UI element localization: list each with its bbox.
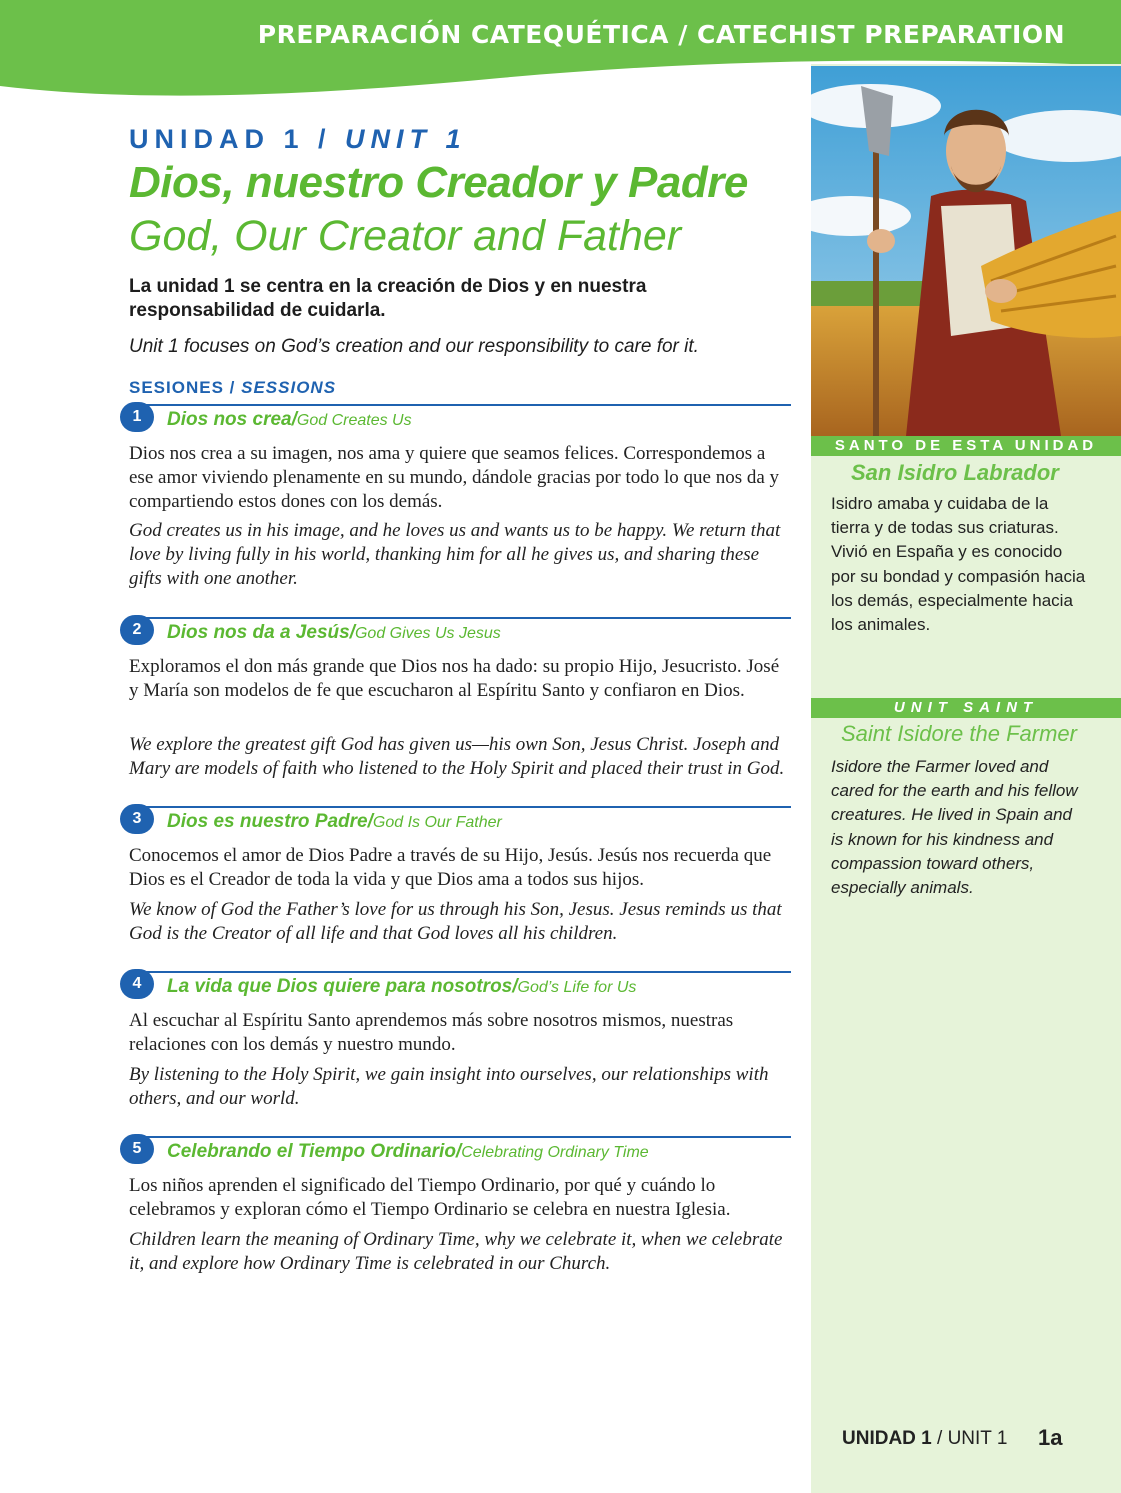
saint-text-es: Isidro amaba y cuidaba de la tierra y de todas sus criaturas. Vivió en España y es conocido por su bondad y compasión hacia los demás, especialmente hacia los animales.: [831, 494, 1086, 635]
unit-intro-es: La unidad 1 se centra en la creación de Dios y en nuestra responsabilidad de cuidarla.: [129, 276, 647, 321]
session-body-en: By listening to the Holy Spirit, we gain insight into ourselves, our relationships with others, and our world.: [129, 1064, 769, 1109]
session-title-en: God Creates Us: [296, 412, 412, 429]
session-title-es: Dios es nuestro Padre/: [167, 811, 373, 832]
session-number-badge: 1: [120, 402, 154, 432]
session-rule: [129, 971, 791, 973]
session-number-badge: 5: [120, 1134, 154, 1164]
unit-title-es: Dios, nuestro Creador y Padre: [129, 158, 748, 207]
session-body-es: Exploramos el don más grande que Dios nos ha dado: su propio Hijo, Jesucristo. José y María son modelos de fe que escucharon al Espíritu Santo y confiaron en Dios.: [129, 656, 780, 701]
session-body-es: Los niños aprenden el significado del Tiempo Ordinario, por qué y cuándo lo celebramos y exploran cómo el Tiempo Ordinario se celebra en nuestra Iglesia.: [129, 1175, 731, 1220]
session-title: [167, 622, 501, 644]
unit-label: [129, 124, 467, 155]
session-title-es: Celebrando el Tiempo Ordinario/: [167, 1141, 462, 1162]
session-rule: [129, 404, 791, 406]
session-number-badge: 4: [120, 969, 154, 999]
sessions-heading: [129, 378, 336, 398]
session-number-badge: 2: [120, 615, 154, 645]
session-title-en: God’s Life for Us: [517, 979, 637, 996]
session-title: [167, 811, 502, 833]
session-rule: [129, 806, 791, 808]
session-body-en: We know of God the Father’s love for us through his Son, Jesus. Jesus reminds us that God is the Creator of all life and that God loves all his children.: [129, 899, 782, 944]
unit-title-en: God, Our Creator and Father: [129, 212, 682, 260]
session-title: [167, 976, 636, 998]
banner-title: PREPARACIÓN CATEQUÉTICA / CATECHIST PREPARATION: [257, 20, 1065, 49]
session-title-en: God Gives Us Jesus: [354, 625, 501, 642]
unit-label-en: UNIT 1: [345, 124, 467, 154]
session-body-es: Al escuchar al Espíritu Santo aprendemos más sobre nosotros mismos, nuestras relaciones con los demás y nuestro mundo.: [129, 1010, 734, 1055]
unit-label-es: UNIDAD 1 /: [129, 124, 332, 154]
page-number: 1a: [1038, 1425, 1063, 1450]
session-title-en: Celebrating Ordinary Time: [461, 1144, 649, 1161]
saint-band-en: UNIT SAINT: [811, 698, 1121, 718]
saint-isidore-picture: [811, 66, 1121, 436]
session-body-en: God creates us in his image, and he loves us and wants us to be happy. We return that love by living fully in his world, thanking him for all he gives us, and sharing these gifts with one another.: [129, 520, 781, 589]
saint-band-es: SANTO DE ESTA UNIDAD: [811, 436, 1121, 456]
session-rule: [129, 617, 791, 619]
session-title-es: La vida que Dios quiere para nosotros/: [167, 976, 518, 997]
session-title-es: Dios nos da a Jesús/: [167, 622, 355, 643]
session-title-en: God Is Our Father: [372, 814, 502, 831]
footer-unit-en: / UNIT 1: [937, 1428, 1008, 1449]
session-body-en: We explore the greatest gift God has given us—his own Son, Jesus Christ. Joseph and Mary are models of faith who listened to the Holy Spirit and placed their trust in God.: [129, 734, 785, 779]
session-body-es: Dios nos crea a su imagen, nos ama y quiere que seamos felices. Correspondemos a ese amor viviendo plenamente en su mundo, dándole gracias por todo lo que nos da y compartiendo estos dones con los demás.: [129, 443, 780, 512]
session-rule: [129, 1136, 791, 1138]
session-title: [167, 1141, 649, 1163]
session-title-es: Dios nos crea/: [167, 409, 297, 430]
page-footer: [842, 1428, 1007, 1450]
sessions-heading-en: SESSIONS: [241, 378, 337, 397]
session-body-en: Children learn the meaning of Ordinary Time, why we celebrate it, when we celebrate it, and explore how Ordinary Time is celebrated in our Church.: [129, 1229, 783, 1274]
unit-intro-en: Unit 1 focuses on God’s creation and our responsibility to care for it.: [129, 336, 699, 357]
saint-name-es: San Isidro Labrador: [851, 460, 1059, 485]
session-title: [167, 409, 412, 431]
sessions-heading-es: SESIONES /: [129, 378, 236, 397]
saint-name-en: Saint Isidore the Farmer: [841, 721, 1077, 746]
session-body-es: Conocemos el amor de Dios Padre a través de su Hijo, Jesús. Jesús nos recuerda que Dios es el Creador de toda la vida y que Dios ama a todos sus hijos.: [129, 845, 772, 890]
session-number-badge: 3: [120, 804, 154, 834]
saint-text-en: Isidore the Farmer loved and cared for the earth and his fellow creatures. He lived in Spain and is known for his kindness and compassion toward others, especially animals.: [831, 757, 1078, 898]
footer-unit-es: UNIDAD 1: [842, 1428, 932, 1449]
